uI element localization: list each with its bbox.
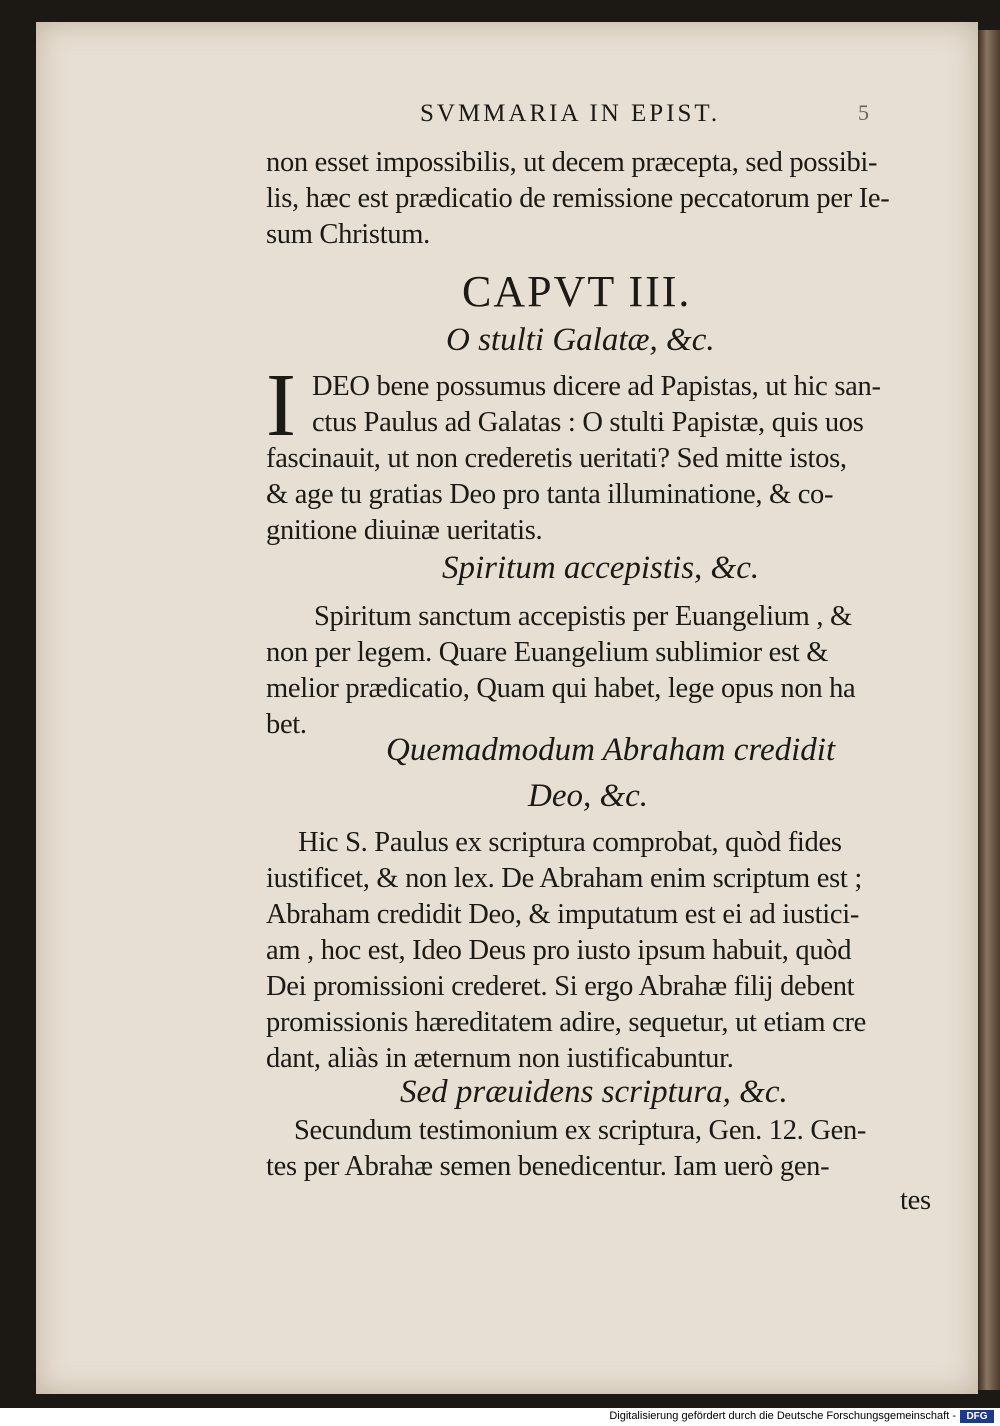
text-line: sum Christum. (266, 219, 430, 250)
text-line: bet. (266, 709, 307, 740)
text-line: Spiritum sanctum accepistis per Euangelium , & (314, 601, 852, 632)
running-head: SVMMARIA IN EPIST. (420, 100, 721, 127)
dfg-logo: DFG (960, 1410, 994, 1423)
lemma-heading: Quemadmodum Abraham credidit (386, 732, 836, 768)
lemma-heading: Spiritum accepistis, &c. (442, 550, 760, 586)
text-line: fascinauit, ut non crederetis ueritati? Sed mitte istos, (266, 443, 847, 474)
footer-credit: Digitalisierung gefördert durch die Deutsche Forschungsgemeinschaft - (609, 1410, 956, 1422)
text-line: dant, aliàs in æternum non iustificabuntur. (266, 1043, 734, 1074)
text-line: lis, hæc est prædicatio de remissione peccatorum per Ie- (266, 183, 890, 214)
chapter-title: CAPVT III. (462, 267, 692, 316)
text-line: ctus Paulus ad Galatas : O stulti Papistæ, quis uos (312, 407, 864, 438)
page-edge (978, 30, 1000, 1390)
text-line: tes per Abrahæ semen benedicentur. Iam uerò gen- (266, 1151, 830, 1182)
text-line: gnitione diuinæ ueritatis. (266, 515, 543, 546)
page-number: 5 (858, 100, 869, 125)
text-line: Dei promissioni crederet. Si ergo Abrahæ filij debent (266, 971, 855, 1002)
text-line: DEO bene possumus dicere ad Papistas, ut hic san- (312, 371, 881, 402)
text-line: Hic S. Paulus ex scriptura comprobat, quòd fides (298, 827, 842, 858)
text-line: Abraham credidit Deo, & imputatum est ei ad iustici- (266, 899, 860, 930)
text-line: & age tu gratias Deo pro tanta illuminatione, & co- (266, 479, 834, 510)
lemma-heading: Deo, &c. (528, 778, 649, 814)
drop-cap: I (266, 356, 296, 455)
text-line: am , hoc est, Ideo Deus pro iusto ipsum habuit, quòd (266, 935, 852, 966)
lemma-heading: O stulti Galatæ, &c. (446, 322, 715, 358)
text-line: non per legem. Quare Euangelium sublimior est & (266, 637, 829, 668)
text-line: melior prædicatio, Quam qui habet, lege opus non ha (266, 673, 856, 704)
text-line: Secundum testimonium ex scriptura, Gen. 12. Gen- (294, 1115, 867, 1146)
text-line: promissionis hæreditatem adire, sequetur, ut etiam cre (266, 1007, 866, 1038)
lemma-heading: Sed præuidens scriptura, &c. (400, 1074, 788, 1110)
book-page (36, 22, 978, 1394)
text-line: iustificet, & non lex. De Abraham enim scriptum est ; (266, 863, 862, 894)
catchword: tes (900, 1185, 931, 1216)
text-line: non esset impossibilis, ut decem præcepta, sed possibi- (266, 147, 878, 178)
